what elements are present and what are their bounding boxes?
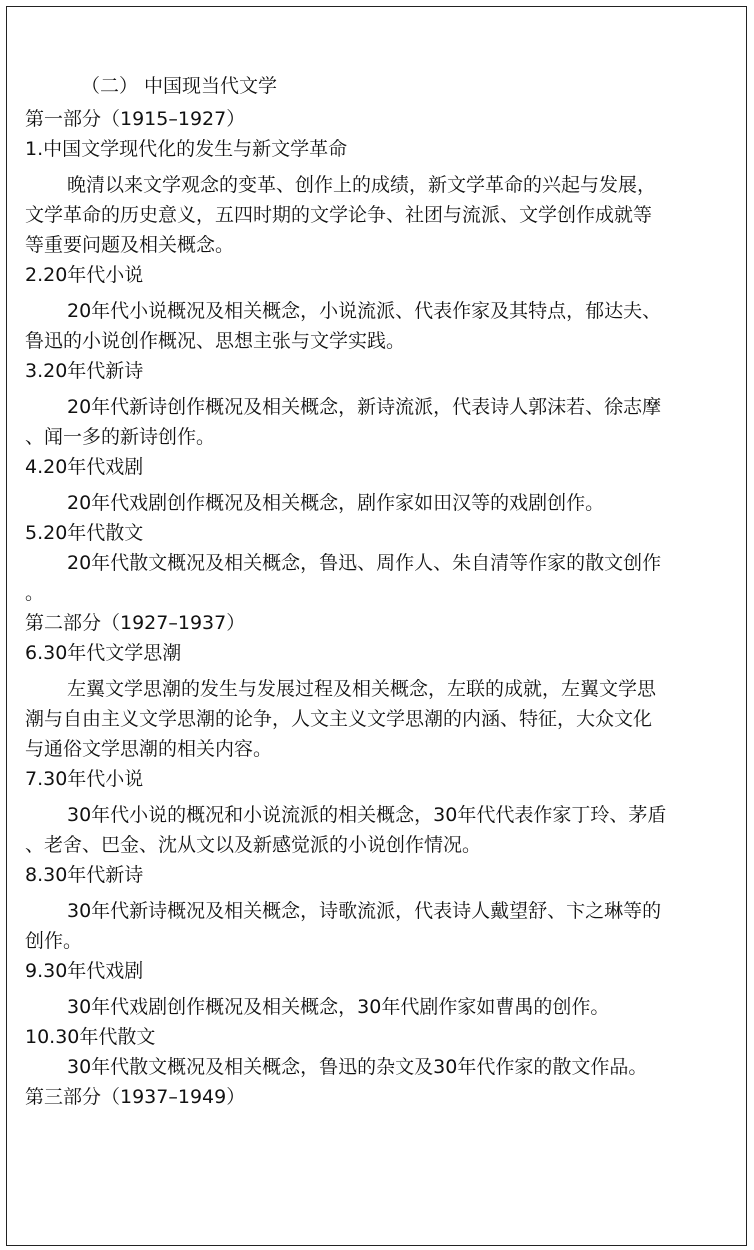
- item-paragraph: [25, 170, 747, 260]
- item-paragraph: [25, 992, 747, 1022]
- item-heading: 4.20年代戏剧: [25, 456, 144, 478]
- paragraph-line: 20年代散文概况及相关概念，鲁迅、周作人、朱自清等作家的散文创作: [67, 552, 662, 574]
- paragraph-line: 、老舍、巴金、沈从文以及新感觉派的小说创作情况。: [25, 834, 482, 856]
- paragraph-line: 、闻一多的新诗创作。: [25, 426, 216, 448]
- page-frame: [6, 6, 747, 1246]
- item-heading: 6.30年代文学思潮: [25, 642, 182, 664]
- item-heading: 5.20年代散文: [25, 522, 144, 544]
- item-paragraph: [25, 800, 747, 860]
- paragraph-line: 鲁迅的小说创作概况、思想主张与文学实践。: [25, 330, 406, 352]
- item-heading: 9.30年代戏剧: [25, 960, 144, 982]
- part-title: 第一部分（1915–1927）: [25, 108, 246, 130]
- paragraph-line: 20年代戏剧创作概况及相关概念，剧作家如田汉等的戏剧创作。: [67, 492, 605, 514]
- paragraph-line: 30年代小说的概况和小说流派的相关概念，30年代代表作家丁玲、茅盾: [67, 804, 667, 826]
- item-paragraph: [25, 548, 747, 608]
- paragraph-line: 。: [25, 582, 45, 604]
- paragraph-line: 晚清以来文学观念的变革、创作上的成绩，新文学革命的兴起与发展，: [67, 174, 657, 196]
- paragraph-line: 20年代新诗创作概况及相关概念，新诗流派，代表诗人郭沫若、徐志摩: [67, 396, 662, 418]
- item-heading: 7.30年代小说: [25, 768, 144, 790]
- item-paragraph: [25, 392, 747, 452]
- item-heading: 10.30年代散文: [25, 1026, 156, 1048]
- paragraph-line: 30年代散文概况及相关概念，鲁迅的杂文及30年代作家的散文作品。: [67, 1056, 648, 1078]
- paragraph-line: 等重要问题及相关概念。: [25, 234, 235, 256]
- item-paragraph: [25, 296, 747, 356]
- item-paragraph: [25, 674, 747, 764]
- item-heading: 8.30年代新诗: [25, 864, 144, 886]
- paragraph-line: 创作。: [25, 930, 83, 952]
- document-body: [25, 71, 747, 1112]
- paragraph-line: 与通俗文学思潮的相关内容。: [25, 738, 273, 760]
- item-paragraph: [25, 896, 747, 956]
- paragraph-line: 20年代小说概况及相关概念，小说流派、代表作家及其特点，郁达夫、: [67, 300, 662, 322]
- item-heading: 1.中国文学现代化的发生与新文学革命: [25, 138, 348, 160]
- paragraph-line: 文学革命的历史意义，五四时期的文学论争、社团与流派、文学创作成就等: [25, 204, 653, 226]
- part-title: 第三部分（1937–1949）: [25, 1086, 246, 1108]
- item-heading: 2.20年代小说: [25, 264, 144, 286]
- section-title: （二） 中国现当代文学: [81, 75, 278, 97]
- item-paragraph: [25, 1052, 747, 1082]
- paragraph-line: 30年代新诗概况及相关概念，诗歌流派，代表诗人戴望舒、卞之琳等的: [67, 900, 662, 922]
- part-title: 第二部分（1927–1937）: [25, 612, 246, 634]
- paragraph-line: 潮与自由主义文学思潮的论争，人文主义文学思潮的内涵、特征，大众文化: [25, 708, 653, 730]
- item-heading: 3.20年代新诗: [25, 360, 144, 382]
- item-paragraph: [25, 488, 747, 518]
- paragraph-line: 左翼文学思潮的发生与发展过程及相关概念，左联的成就，左翼文学思: [67, 678, 657, 700]
- paragraph-line: 30年代戏剧创作概况及相关概念，30年代剧作家如曹禺的创作。: [67, 996, 610, 1018]
